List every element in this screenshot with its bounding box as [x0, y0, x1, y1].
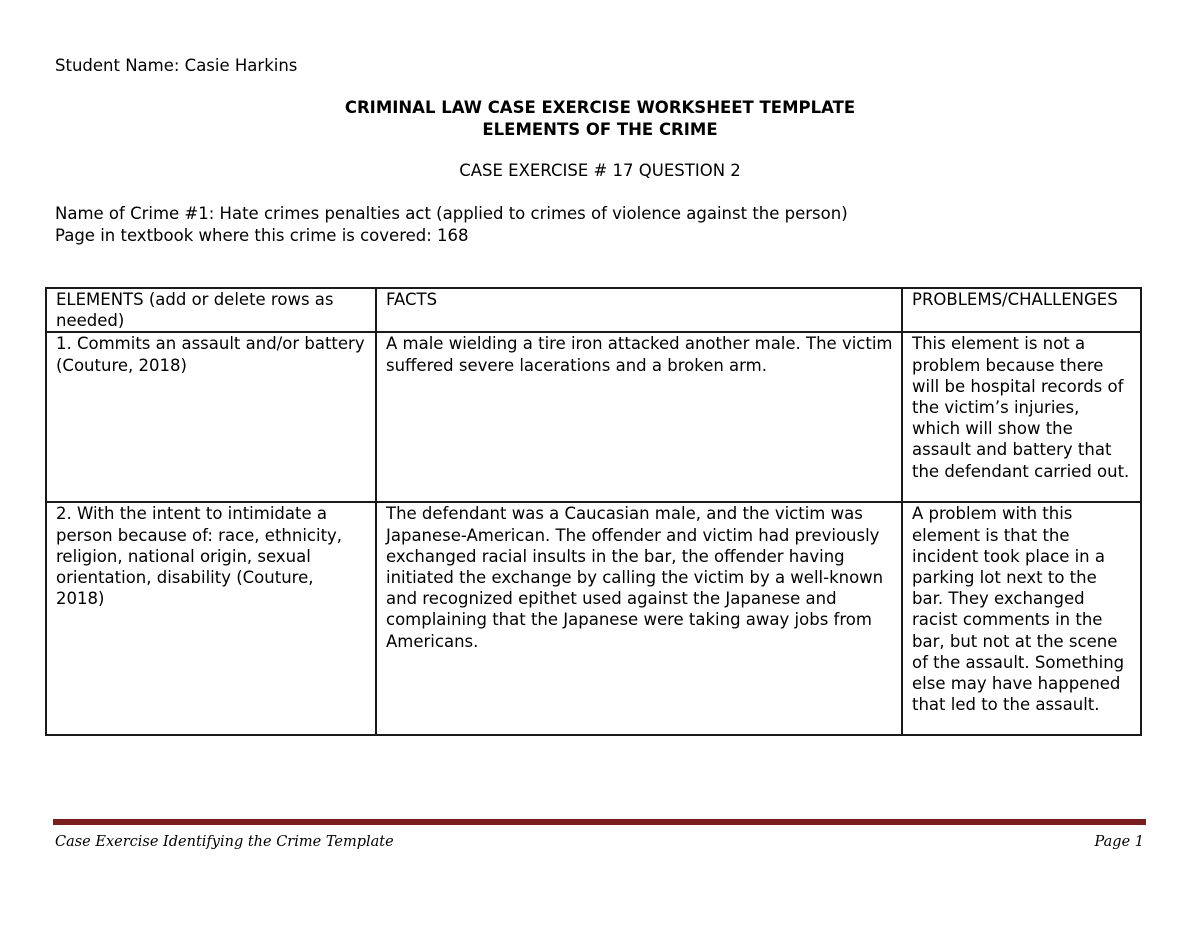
- case-exercise-heading: CASE EXERCISE # 17 QUESTION 2: [459, 161, 741, 180]
- header-elements: ELEMENTS (add or delete rows as needed): [46, 288, 376, 332]
- facts-cell: The defendant was a Caucasian male, and the victim was Japanese-American. The offender and victim had previously exchanged racial insults in the bar, the offender having initiated the exchange by calling the victim by a well-known and recognized epithet used against the Japanese and complaining that the Japanese were taking away jobs from Americans.: [376, 502, 902, 735]
- footer-rule: [53, 819, 1146, 825]
- header-problems: PROBLEMS/CHALLENGES: [902, 288, 1141, 332]
- textbook-page: Page in textbook where this crime is covered: 168: [55, 225, 469, 245]
- element-cell: 2. With the intent to intimidate a person because of: race, ethnicity, religion, national origin, sexual orientation, disability (Couture, 2018): [46, 502, 376, 735]
- problems-cell: A problem with this element is that the incident took place in a parking lot next to the bar. They exchanged racist comments in the bar, but not at the scene of the assault. Something else may have happened that led to the assault.: [902, 502, 1141, 735]
- page-number: Page 1: [1094, 834, 1144, 850]
- student-name: Student Name: Casie Harkins: [55, 56, 298, 75]
- title-line-2: ELEMENTS OF THE CRIME: [482, 120, 718, 139]
- crime-info: [55, 203, 848, 246]
- table-row: [46, 332, 1141, 502]
- header-facts: FACTS: [376, 288, 902, 332]
- table-row: [46, 502, 1141, 735]
- worksheet-table: [45, 287, 1142, 736]
- element-cell: 1. Commits an assault and/or battery (Couture, 2018): [46, 332, 376, 502]
- table-header-row: [46, 288, 1141, 332]
- title-line-1: CRIMINAL LAW CASE EXERCISE WORKSHEET TEMPLATE: [344, 98, 856, 117]
- problems-cell: This element is not a problem because there will be hospital records of the victim’s injuries, which will show the assault and battery that the defendant carried out.: [902, 332, 1141, 502]
- crime-name: Name of Crime #1: Hate crimes penalties act (applied to crimes of violence against the person): [55, 204, 848, 223]
- document-title: [0, 97, 1200, 141]
- facts-cell: A male wielding a tire iron attacked another male. The victim suffered severe lacerations and a broken arm.: [376, 332, 902, 502]
- footer-title: Case Exercise Identifying the Crime Template: [55, 834, 394, 850]
